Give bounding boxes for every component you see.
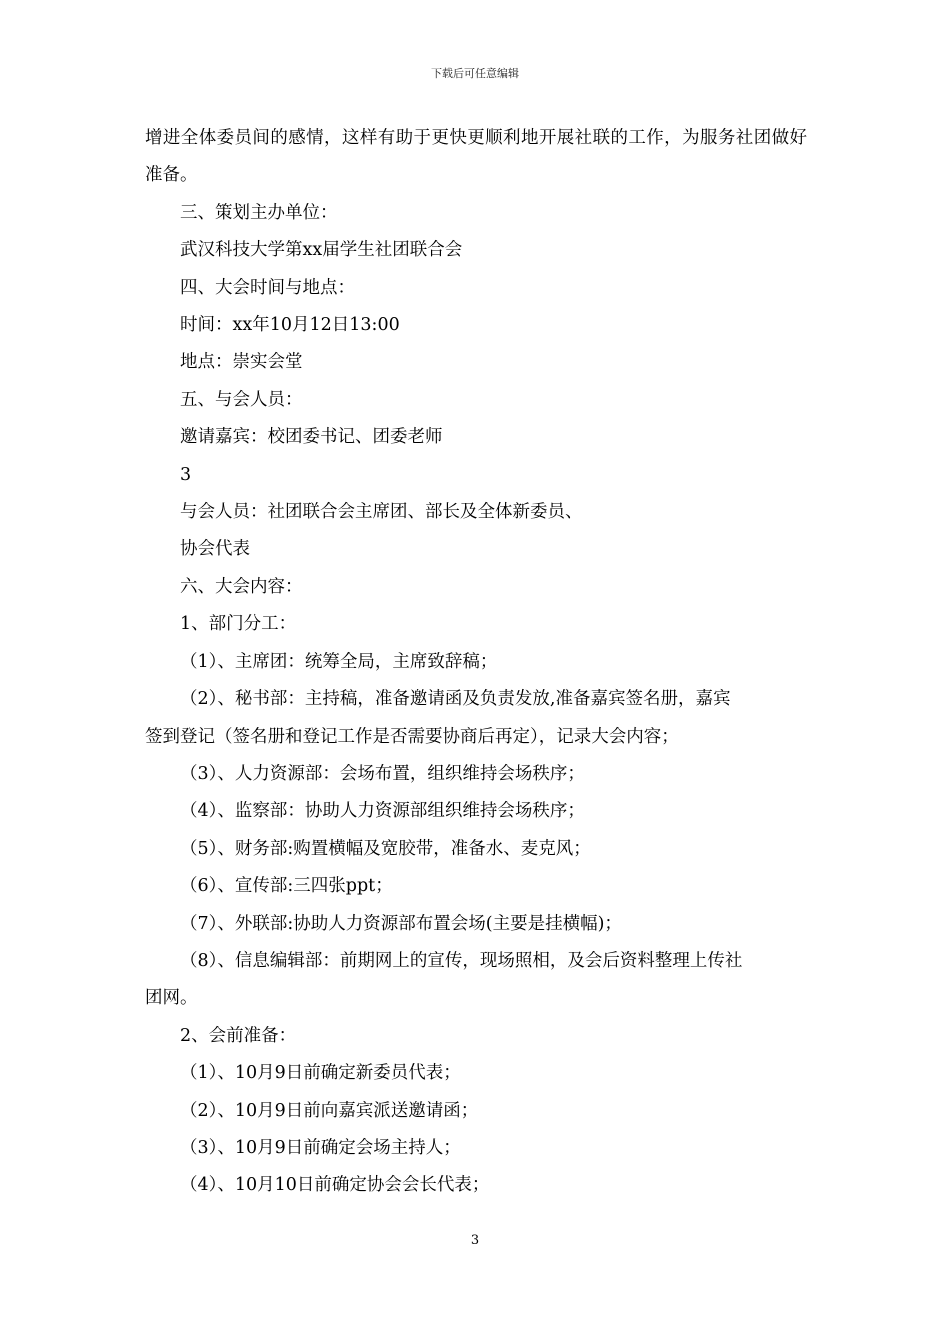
stray-number: 3 xyxy=(180,464,192,485)
invited-guests: 邀请嘉宾：校团委书记、团委老师 xyxy=(180,427,443,448)
page-number: 3 xyxy=(470,1233,480,1248)
page-header-note: 下载后可任意编辑 xyxy=(431,67,519,80)
meeting-time: 时间：xx年10月12日13:00 xyxy=(180,315,400,336)
attendees-list: 与会人员：社团联合会主席团、部长及全体新委员、 xyxy=(180,502,583,523)
paragraph-intro: 增进全体委员间的感情，这样有助于更快更顺利地开展社联的工作，为服务社团做好准备。 xyxy=(145,128,807,186)
document-body xyxy=(145,120,807,1205)
list-item-external-relations: （7）、外联部:协助人力资源部布置会场(主要是挂横幅)； xyxy=(180,913,622,934)
attendees-list-continued: 协会代表 xyxy=(180,539,250,560)
prep-item-3: （3）、10月9日前确定会场主持人； xyxy=(180,1137,461,1158)
list-item-secretariat-continued: 签到登记（签名册和登记工作是否需要协商后再定），记录大会内容； xyxy=(145,726,679,747)
list-item-publicity: （6）、宣传部:三四张ppt； xyxy=(180,876,393,897)
section-heading-organizer: 三、策划主办单位： xyxy=(180,202,338,223)
list-item-supervision: （4）、监察部：协助人力资源部组织维持会场秩序； xyxy=(180,801,585,822)
organizer-name: 武汉科技大学第xx届学生社团联合会 xyxy=(180,240,463,261)
list-item-presidium: （1）、主席团：统筹全局，主席致辞稿； xyxy=(180,651,498,672)
prep-item-1: （1）、10月9日前确定新委员代表； xyxy=(180,1063,461,1084)
meeting-place: 地点：崇实会堂 xyxy=(180,352,303,373)
prep-item-2: （2）、10月9日前向嘉宾派送邀请函； xyxy=(180,1100,479,1121)
list-item-hr: （3）、人力资源部：会场布置，组织维持会场秩序； xyxy=(180,763,585,784)
list-item-info-editing-continued: 团网。 xyxy=(145,988,198,1009)
subsection-division-of-labor: 1、部门分工： xyxy=(180,614,297,635)
section-heading-time-place: 四、大会时间与地点： xyxy=(180,277,355,298)
section-heading-attendees: 五、与会人员： xyxy=(180,389,303,410)
prep-item-4: （4）、10月10日前确定协会会长代表； xyxy=(180,1175,490,1196)
list-item-info-editing: （8）、信息编辑部：前期网上的宣传，现场照相，及会后资料整理上传社 xyxy=(180,950,743,971)
list-item-finance: （5）、财务部:购置横幅及宽胶带，准备水、麦克风； xyxy=(180,838,591,859)
list-item-secretariat: （2）、秘书部：主持稿，准备邀请函及负责发放,准备嘉宾签名册，嘉宾 xyxy=(180,689,731,710)
subsection-preparation: 2、会前准备： xyxy=(180,1025,297,1046)
section-heading-content: 六、大会内容： xyxy=(180,576,303,597)
